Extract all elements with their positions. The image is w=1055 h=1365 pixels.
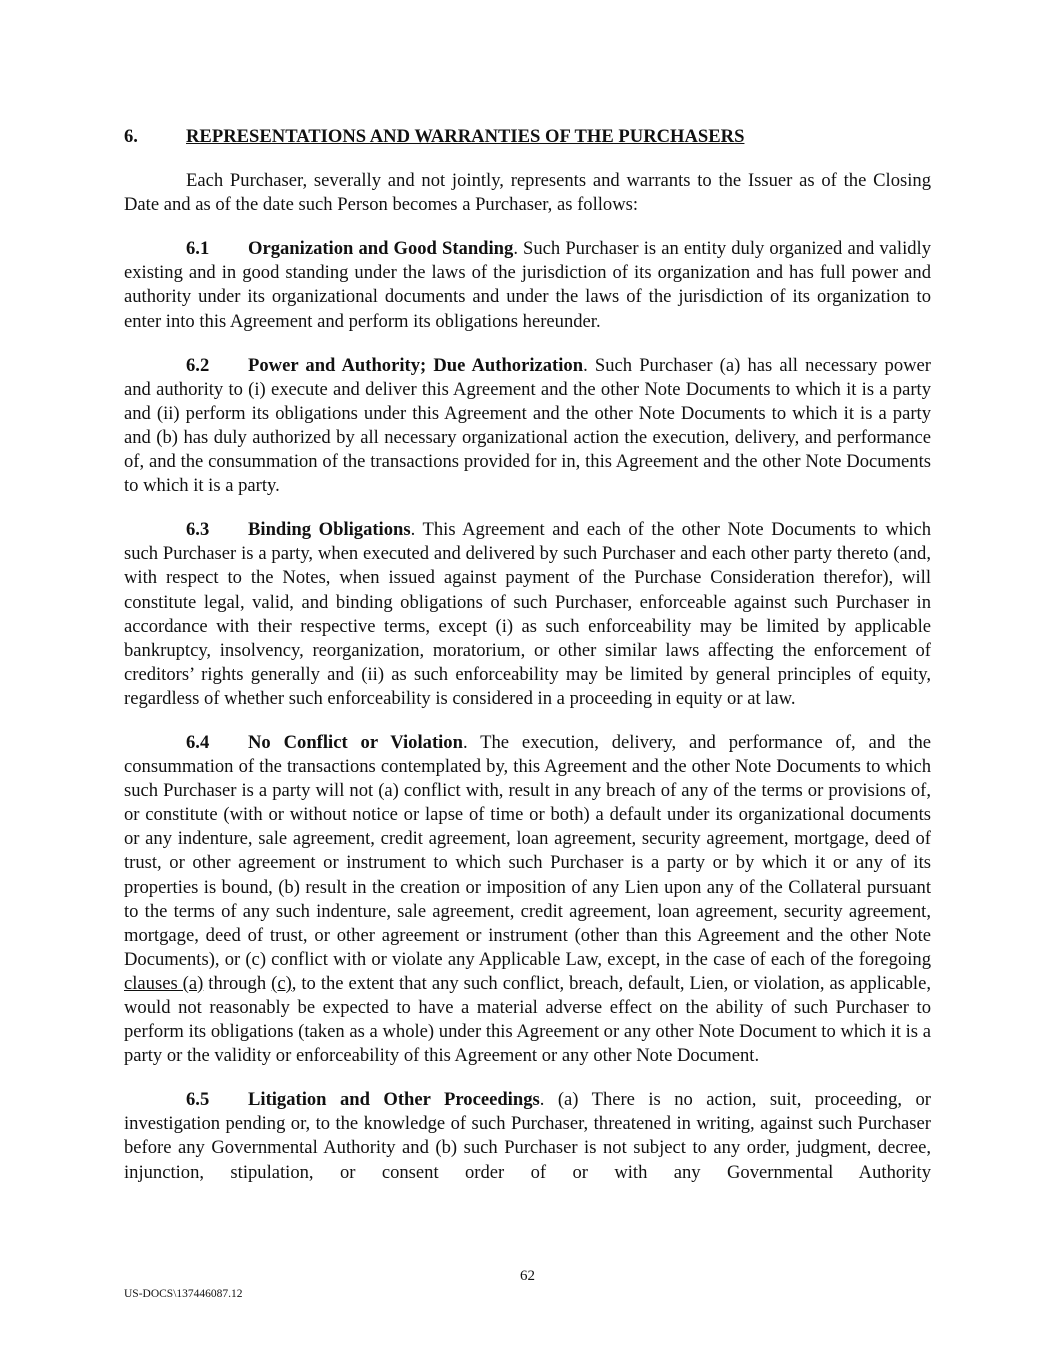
- subsection-text: through: [203, 972, 272, 994]
- section-number: 6.: [124, 126, 138, 147]
- subsection-number: 6.4: [186, 731, 210, 753]
- subsection-title: Binding Obligations: [248, 519, 411, 541]
- subsection-6-1: [124, 237, 931, 333]
- document-page: [124, 125, 931, 1205]
- subsection-text: , to the extent that any such conflict, breach, default, Lien, or violation, as applicable, would not reasonably be expected to have a material adverse effect on the ability of such Purchaser to perform its obligations (taken as a whole) under this Agreement or any other Note Document to which it is a party or the validity or enforceability of this Agreement or any other Note Document.: [124, 972, 931, 1067]
- clause-reference-a: clauses (a): [124, 972, 204, 994]
- section-intro: Each Purchaser, severally and not jointly, represents and warrants to the Issuer as of the Closing Date and as of the date such Person becomes a Purchaser, as follows:: [124, 170, 931, 216]
- section-heading: [124, 125, 931, 149]
- subsection-number: 6.2: [186, 354, 210, 376]
- subsection-title: No Conflict or Violation: [248, 731, 463, 753]
- subsection-number: 6.1: [186, 238, 210, 260]
- subsection-6-3: [124, 518, 931, 711]
- section-title: REPRESENTATIONS AND WARRANTIES OF THE PURCHASERS: [186, 126, 745, 147]
- subsection-number: 6.5: [186, 1089, 210, 1111]
- subsection-number: 6.3: [186, 519, 210, 541]
- page-number: 62: [520, 1268, 535, 1284]
- subsection-text: . (a) There is no action, suit, proceeding, or investigation pending or, to the knowledge of such Purchaser, threatened in writing, against such Purchaser before any Governmental Authority and (b) such Purchaser is not subject to any order, judgment, decree, injunction, stipulation, or consent order of or with any Governmental Authority: [124, 1089, 931, 1183]
- document-id: US-DOCS\137446087.12: [124, 1288, 243, 1300]
- subsection-6-5: [124, 1088, 931, 1184]
- subsection-6-4: [124, 731, 931, 1068]
- subsection-text: . Such Purchaser (a) has all necessary power and authority to (i) execute and deliver this Agreement and the other Note Documents to which it is a party and (ii) perform its obligations under this Agreement and the other Note Documents to which it is a party and (b) has duly authorized by all necessary organizational action the execution, delivery, and performance of, and the consummation of the transactions provided for in, this Agreement and the other Note Documents to which it is a party.: [124, 354, 931, 497]
- subsection-text: . The execution, delivery, and performance of, and the consummation of the transactions contemplated by, this Agreement and the other Note Documents to which such Purchaser is a party will not (a) conflict with, result in any breach of any of the terms or provisions of, or constitute (with or without notice or lapse of time or both) a default under its organizational documents or any indenture, sale agreement, credit agreement, loan agreement, security agreement, mortgage, deed of trust, or other agreement or instrument to which such Purchaser is a party or by which it or any of its properties is bound, (b) result in the creation or imposition of any Lien upon any of the Collateral pursuant to the terms of any such indenture, sale agreement, credit agreement, loan agreement, security agreement, mortgage, deed of trust, or other agreement or instrument (other than this Agreement and the other Note Documents), or (c) conflict with or violate any Applicable Law, except, in the case of each of the foregoing: [124, 731, 931, 970]
- subsection-title: Litigation and Other Proceedings: [248, 1089, 540, 1111]
- clause-reference-c: (c): [271, 972, 292, 994]
- subsection-text: . Such Purchaser is an entity duly organized and validly existing and in good standing under the laws of the jurisdiction of its organization and has full power and authority under its organizational documents and under the laws of the jurisdiction of its organization to enter into this Agreement and perform its obligations hereunder.: [124, 238, 932, 332]
- subsection-title: Power and Authority; Due Authorization: [248, 354, 584, 376]
- subsection-6-2: [124, 354, 931, 499]
- subsection-text: . This Agreement and each of the other Note Documents to which such Purchaser is a party, when executed and delivered by such Purchaser and each other party thereto (and, with respect to the Notes, when issued against payment of the Purchase Consideration therefor), will constitute legal, valid, and binding obligations of such Purchaser, enforceable against such Purchaser in accordance with their respective terms, except (i) as such enforceability may be limited by applicable bankruptcy, insolvency, reorganization, moratorium, or other similar laws affecting the enforcement of creditors’ rights generally and (ii) as such enforceability may be limited by general principles of equity, regardless of whether such enforceability is considered in a proceeding in equity or at law.: [124, 519, 932, 709]
- subsection-title: Organization and Good Standing: [248, 238, 514, 260]
